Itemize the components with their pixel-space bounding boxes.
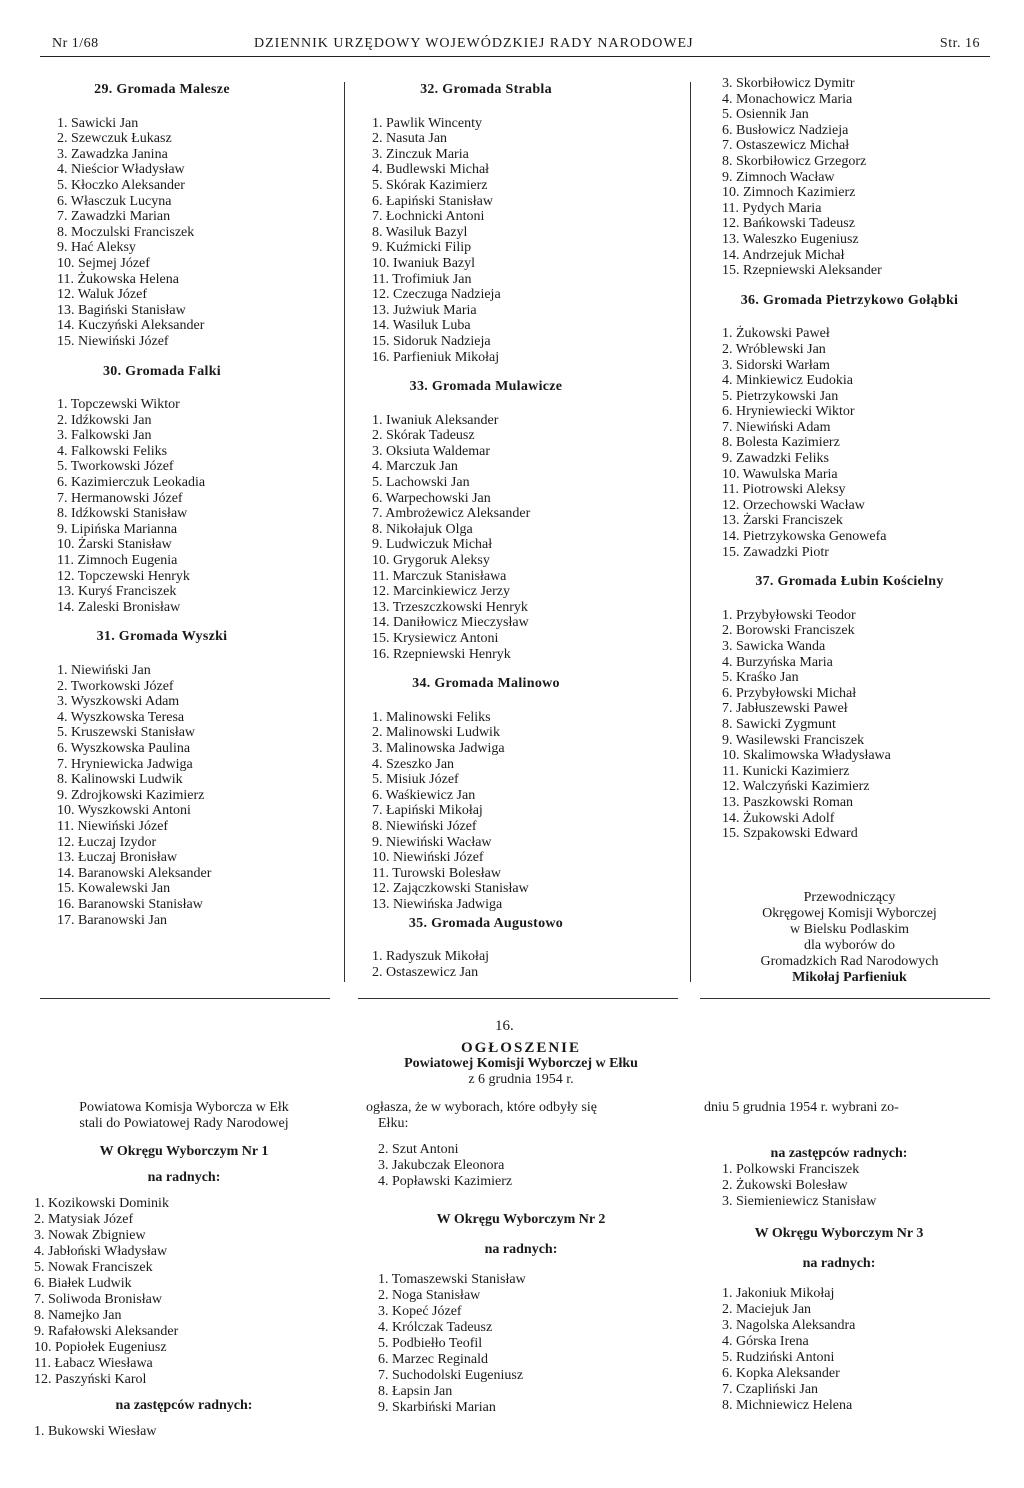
list-item: 8. Łapsin Jan (378, 1384, 453, 1399)
member-name: 11. Kunicki Kazimierz (722, 763, 850, 779)
member-name: 8. Niewiński Józef (372, 818, 477, 834)
page-header (40, 34, 990, 57)
member-name: 9. Zawadzki Feliks (722, 451, 829, 467)
member-name: 7. Ostaszewicz Michał (722, 138, 850, 154)
member-name: 8. Sawicki Zygmunt (722, 716, 836, 732)
intro-line: stali do Powiatowej Rady Narodowej (79, 1116, 289, 1131)
member-name: 12. Marcinkiewicz Jerzy (372, 584, 510, 600)
signature-line: Okręgowej Komisji Wyborczej (762, 906, 937, 921)
councillors-list (366, 1272, 676, 1416)
member-name: 4. Marczuk Jan (372, 459, 458, 475)
member-name: 15. Krysiewicz Antoni (372, 631, 499, 646)
member-name: 9. Hać Aleksy (57, 240, 136, 256)
notice-number: 16. (495, 1018, 514, 1034)
member-name: 10. Wawulska Maria (722, 466, 838, 482)
member-name: 3. Oksiuta Waldemar (372, 443, 490, 459)
group-title: 30. Gromada Falki (102, 363, 222, 379)
member-name: 8. Skorbiłowicz Grzegorz (722, 153, 867, 169)
deputies-list (34, 1424, 334, 1440)
member-name: 7. Hryniewicka Jadwiga (57, 756, 193, 772)
member-name: 4. Monachowicz Maria (722, 91, 853, 107)
list-item: 2. Szut Antoni (378, 1142, 459, 1157)
signature-line: dla wyborów do (804, 938, 895, 953)
member-name: 11. Żukowska Helena (57, 271, 179, 287)
intro-line: dniu 5 grudnia 1954 r. wybrani zo- (704, 1100, 899, 1115)
member-name: 9. Ludwiczuk Michał (372, 537, 493, 553)
member-name: 5. Kłoczko Aleksander (57, 177, 185, 193)
member-name: 10. Iwaniuk Bazyl (372, 255, 476, 271)
member-name: 13. Waleszko Eugeniusz (722, 231, 859, 247)
member-name: 11. Trofimiuk Jan (372, 271, 472, 287)
member-name: 16. Rzepniewski Henryk (372, 646, 511, 662)
member-name: 6. Warpechowski Jan (372, 490, 491, 506)
member-name: 12. Zajączkowski Stanisław (372, 881, 529, 897)
member-name: 2. Borowski Franciszek (722, 623, 855, 639)
member-name: 1. Sawicki Jan (57, 115, 139, 131)
member-name: 3. Falkowski Jan (57, 428, 152, 444)
list-item: 3. Siemieniewicz Stanisław (722, 1194, 877, 1209)
column-3 (722, 76, 977, 842)
deputies-list (704, 1162, 974, 1210)
member-name: 11. Niewiński Józef (57, 818, 169, 834)
member-name: 2. Ostaszewicz Jan (372, 964, 479, 980)
section-divider (40, 998, 330, 999)
column-divider (690, 82, 691, 982)
column-2 (372, 82, 600, 980)
member-name: 12. Orzechowski Wacław (722, 497, 865, 513)
journal-title: DZIENNIK URZĘDOWY WOJEWÓDZKIEJ RADY NARODOWEJ (254, 36, 694, 51)
member-name: 2. Wróblewski Jan (722, 341, 826, 357)
member-name: 8. Kalinowski Ludwik (57, 772, 183, 788)
list-item: 8. Michniewicz Helena (722, 1398, 853, 1413)
member-name: 10. Skalimowska Władysława (722, 748, 891, 764)
member-name: 14. Andrzejuk Michał (722, 247, 845, 263)
member-name: 12. Topczewski Henryk (57, 568, 190, 584)
member-name: 4. Szeszko Jan (372, 756, 455, 772)
member-name: 12. Bańkowski Tadeusz (722, 216, 855, 232)
member-name: 15. Rzepniewski Aleksander (722, 263, 882, 279)
member-name: 12. Czeczuga Nadzieja (372, 287, 501, 303)
member-name: 15. Szpakowski Edward (722, 826, 858, 842)
member-name: 13. Trzeszczkowski Henryk (372, 599, 528, 615)
member-name: 4. Minkiewicz Eudokia (722, 373, 854, 389)
list-item: 1. Tomaszewski Stanisław (378, 1272, 526, 1287)
list-item: 7. Soliwoda Bronisław (34, 1292, 162, 1307)
intro-line: Ełku: (378, 1116, 409, 1131)
list-item: 3. Nowak Zbigniew (34, 1228, 146, 1243)
member-name: 1. Niewiński Jan (57, 663, 151, 678)
list-item: 2. Matysiak Józef (34, 1212, 134, 1227)
member-name: 9. Zimnoch Wacław (722, 169, 835, 185)
member-name: 5. Kraśko Jan (722, 670, 799, 686)
list-item: 5. Rudziński Antoni (722, 1350, 835, 1365)
group-title: 29. Gromada Malesze (94, 82, 230, 97)
list-item: 3. Kopeć Józef (378, 1304, 462, 1319)
list-item: 8. Namejko Jan (34, 1308, 122, 1323)
list-item: 4. Królczak Tadeusz (378, 1320, 493, 1335)
member-name: 13. Łuczaj Bronisław (57, 850, 178, 866)
bottom-column-1 (34, 1100, 334, 1440)
member-name: 16. Baranowski Stanisław (57, 896, 203, 912)
member-name: 9. Lipińska Marianna (57, 521, 178, 537)
councillors-list (34, 1196, 334, 1388)
member-name: 9. Kuźmicki Filip (372, 240, 472, 256)
group-title: 32. Gromada Strabla (420, 82, 552, 97)
member-name: 2. Nasuta Jan (372, 131, 448, 147)
member-name: 17. Baranowski Jan (57, 912, 168, 928)
member-name: 2. Szewczuk Łukasz (57, 131, 172, 147)
list-item: 3. Jakubczak Eleonora (378, 1158, 505, 1173)
member-name: 10. Sejmej Józef (57, 255, 150, 271)
group-title: 31. Gromada Wyszki (96, 629, 228, 645)
member-name: 7. Ambrożewicz Aleksander (372, 506, 531, 522)
list-item: 6. Białek Ludwik (34, 1276, 132, 1291)
member-name: 1. Pawlik Wincenty (372, 115, 482, 131)
list-item: 1. Jakoniuk Mikołaj (722, 1286, 835, 1301)
member-name: 2. Tworkowski Józef (57, 678, 174, 694)
section-divider (358, 998, 678, 999)
signatory-name: Mikołaj Parfieniuk (792, 970, 907, 985)
group-title: 35. Gromada Augustowo (408, 915, 564, 931)
bottom-column-3 (704, 1100, 974, 1414)
member-name: 14. Zaleski Bronisław (57, 599, 181, 615)
member-name: 5. Pietrzykowski Jan (722, 388, 839, 404)
member-name: 16. Parfieniuk Mikołaj (372, 349, 500, 365)
member-name: 13. Bagiński Stanisław (57, 302, 186, 318)
group-title: 36. Gromada Pietrzykowo Gołąbki (740, 292, 959, 308)
member-name: 14. Wasiluk Luba (372, 318, 471, 334)
member-name: 7. Niewiński Adam (722, 419, 831, 435)
member-name: 8. Nikołajuk Olga (372, 521, 473, 537)
group-title: 34. Gromada Malinowo (412, 676, 560, 692)
deputies-heading: na zastępców radnych: (770, 1146, 908, 1161)
member-name: 4. Budlewski Michał (372, 162, 490, 178)
list-item: 5. Nowak Franciszek (34, 1260, 153, 1275)
list-item: 2. Żukowski Bolesław (722, 1178, 848, 1193)
list-item: 1. Bukowski Wiesław (34, 1424, 157, 1439)
member-name: 7. Łochnicki Antoni (372, 209, 485, 225)
member-name: 14. Daniłowicz Mieczysław (372, 615, 529, 631)
member-name: 6. Busłowicz Nadzieja (722, 122, 849, 138)
list-item: 4. Popławski Kazimierz (378, 1174, 513, 1189)
district-heading: W Okręgu Wyborczym Nr 3 (754, 1226, 924, 1241)
column-1 (57, 82, 267, 928)
member-name: 3. Skorbiłowicz Dymitr (722, 76, 855, 91)
intro-line: ogłasza, że w wyborach, które odbyły się (366, 1100, 597, 1115)
member-name: 3. Zawadzka Janina (57, 146, 168, 162)
councillors-heading: na radnych: (484, 1242, 558, 1257)
signature-line: Przewodniczący (803, 890, 896, 905)
list-item: 2. Noga Stanisław (378, 1288, 481, 1303)
member-name: 7. Hermanowski Józef (57, 490, 183, 506)
signature-line: Gromadzkich Rad Narodowych (760, 954, 939, 969)
member-name: 6. Kazimierczuk Leokadia (57, 475, 206, 491)
member-name: 10. Żarski Stanisław (57, 537, 172, 553)
list-item: 4. Górska Irena (722, 1334, 809, 1349)
member-name: 5. Kruszewski Stanisław (57, 725, 196, 741)
member-name: 10. Zimnoch Kazimierz (722, 185, 856, 201)
member-name: 7. Zawadzki Marian (57, 209, 171, 225)
member-name: 13. Kuryś Franciszek (57, 584, 177, 600)
member-name: 3. Zinczuk Maria (372, 146, 469, 162)
member-name: 1. Żukowski Paweł (722, 326, 830, 342)
member-name: 9. Wasilewski Franciszek (722, 732, 865, 748)
member-name: 9. Zdrojkowski Kazimierz (57, 787, 205, 803)
member-name: 15. Zawadzki Piotr (722, 544, 829, 560)
member-name: 2. Malinowski Ludwik (372, 725, 500, 741)
member-name: 1. Przybyłowski Teodor (722, 607, 856, 623)
member-name: 10. Niewiński Józef (372, 850, 484, 866)
member-name: 5. Lachowski Jan (372, 475, 470, 491)
member-name: 8. Moczulski Franciszek (57, 224, 195, 240)
member-name: 5. Skórak Kazimierz (372, 177, 488, 193)
member-name: 6. Waśkiewicz Jan (372, 787, 476, 803)
list-item: 7. Czapliński Jan (722, 1382, 819, 1397)
member-name: 8. Idźkowski Stanisław (57, 506, 188, 522)
member-name: 2. Skórak Tadeusz (372, 428, 475, 444)
member-name: 8. Bolesta Kazimierz (722, 435, 840, 451)
member-name: 13. Niewińska Jadwiga (372, 896, 503, 912)
member-name: 14. Żukowski Adolf (722, 810, 835, 826)
list-item: 11. Łabacz Wiesława (34, 1356, 153, 1371)
member-name: 11. Pydych Maria (722, 200, 822, 216)
member-name: 2. Idźkowski Jan (57, 412, 152, 428)
notice-title: OGŁOSZENIE (460, 1040, 582, 1056)
councillors-heading: na radnych: (802, 1256, 876, 1271)
deputies-heading: na zastępców radnych: (115, 1398, 253, 1413)
signature-line: w Bielsku Podlaskim (789, 922, 909, 937)
member-name: 14. Pietrzykowska Genowefa (722, 529, 887, 545)
deputies-list (366, 1142, 676, 1190)
issue-number: Nr 1/68 (52, 36, 99, 51)
member-name: 11. Piotrowski Aleksy (722, 482, 846, 498)
councillors-list (704, 1286, 974, 1414)
notice-date: z 6 grudnia 1954 r. (468, 1072, 574, 1087)
list-item: 9. Skarbiński Marian (378, 1400, 496, 1415)
member-name: 12. Łuczaj Izydor (57, 834, 157, 850)
intro-line: Powiatowa Komisja Wyborcza w Ełk (79, 1100, 289, 1115)
member-name: 1. Radyszuk Mikołaj (372, 949, 490, 965)
councillors-heading: na radnych: (147, 1170, 221, 1185)
member-name: 5. Tworkowski Józef (57, 459, 174, 475)
member-name: 11. Turowski Bolesław (372, 865, 502, 881)
member-name: 5. Osiennik Jan (722, 107, 809, 123)
member-name: 8. Wasiluk Bazyl (372, 224, 468, 240)
member-name: 3. Sidorski Warłam (722, 357, 830, 373)
list-item: 1. Kozikowski Dominik (34, 1196, 169, 1211)
signature-block (722, 890, 977, 986)
member-name: 4. Nieścior Władysław (57, 162, 185, 178)
member-name: 6. Łapiński Stanisław (372, 193, 493, 209)
member-name: 1. Topczewski Wiktor (57, 397, 180, 413)
list-item: 6. Marzec Reginald (378, 1352, 489, 1367)
member-name: 3. Sawicka Wanda (722, 639, 826, 654)
list-item: 5. Podbiełło Teofil (378, 1336, 483, 1351)
notice-heading (356, 1040, 686, 1088)
member-name: 4. Falkowski Feliks (57, 443, 168, 459)
member-name: 6. Przybyłowski Michał (722, 685, 857, 701)
list-item: 2. Maciejuk Jan (722, 1302, 812, 1317)
member-name: 7. Jabłuszewski Paweł (722, 701, 848, 717)
member-name: 11. Zimnoch Eugenia (57, 553, 178, 569)
member-name: 10. Wyszkowski Antoni (57, 803, 191, 819)
district-heading: W Okręgu Wyborczym Nr 2 (436, 1212, 606, 1227)
member-name: 6. Własczuk Lucyna (57, 193, 172, 209)
list-item: 9. Rafałowski Aleksander (34, 1324, 179, 1339)
page-number: Str. 16 (939, 36, 980, 51)
list-item: 12. Paszyński Karol (34, 1372, 147, 1387)
group-title: 33. Gromada Mulawicze (409, 379, 563, 395)
member-name: 7. Łapiński Mikołaj (372, 803, 483, 819)
list-item: 10. Popiołek Eugeniusz (34, 1340, 167, 1355)
member-name: 10. Grygoruk Aleksy (372, 553, 490, 569)
list-item: 6. Kopka Aleksander (722, 1366, 840, 1381)
member-name: 11. Marczuk Stanisława (372, 568, 507, 584)
member-name: 4. Wyszkowska Teresa (57, 709, 185, 725)
member-name: 13. Paszkowski Roman (722, 794, 854, 810)
list-item: 4. Jabłoński Władysław (34, 1244, 168, 1259)
member-name: 5. Misiuk Józef (372, 772, 459, 788)
column-divider (344, 82, 345, 982)
member-name: 15. Kowalewski Jan (57, 881, 171, 897)
member-name: 13. Jużwiuk Maria (372, 302, 477, 318)
member-name: 13. Żarski Franciszek (722, 513, 843, 529)
section-divider (700, 998, 990, 999)
member-name: 6. Hryniewiecki Wiktor (722, 404, 855, 420)
member-name: 1. Iwaniuk Aleksander (372, 412, 499, 428)
member-name: 1. Malinowski Feliks (372, 709, 491, 725)
list-item: 1. Polkowski Franciszek (722, 1162, 860, 1177)
member-name: 3. Wyszkowski Adam (57, 694, 180, 710)
member-name: 3. Malinowska Jadwiga (372, 740, 505, 756)
member-name: 14. Kuczyński Aleksander (57, 318, 205, 334)
district-heading: W Okręgu Wyborczym Nr 1 (99, 1144, 269, 1159)
member-name: 9. Niewiński Wacław (372, 834, 492, 850)
group-title: 37. Gromada Łubin Kościelny (755, 574, 944, 590)
list-item: 3. Nagolska Aleksandra (722, 1318, 856, 1333)
member-name: 6. Wyszkowska Paulina (57, 740, 191, 756)
member-name: 14. Baranowski Aleksander (57, 865, 212, 881)
member-name: 4. Burzyńska Maria (722, 654, 833, 670)
bottom-column-2 (366, 1100, 676, 1416)
notice-subtitle: Powiatowej Komisji Wyborczej w Ełku (404, 1056, 638, 1071)
list-item: 7. Suchodolski Eugeniusz (378, 1368, 524, 1383)
member-name: 15. Sidoruk Nadzieja (372, 333, 491, 349)
member-name: 15. Niewiński Józef (57, 333, 169, 349)
member-name: 12. Walczyński Kazimierz (722, 779, 870, 795)
member-name: 12. Waluk Józef (57, 287, 147, 303)
